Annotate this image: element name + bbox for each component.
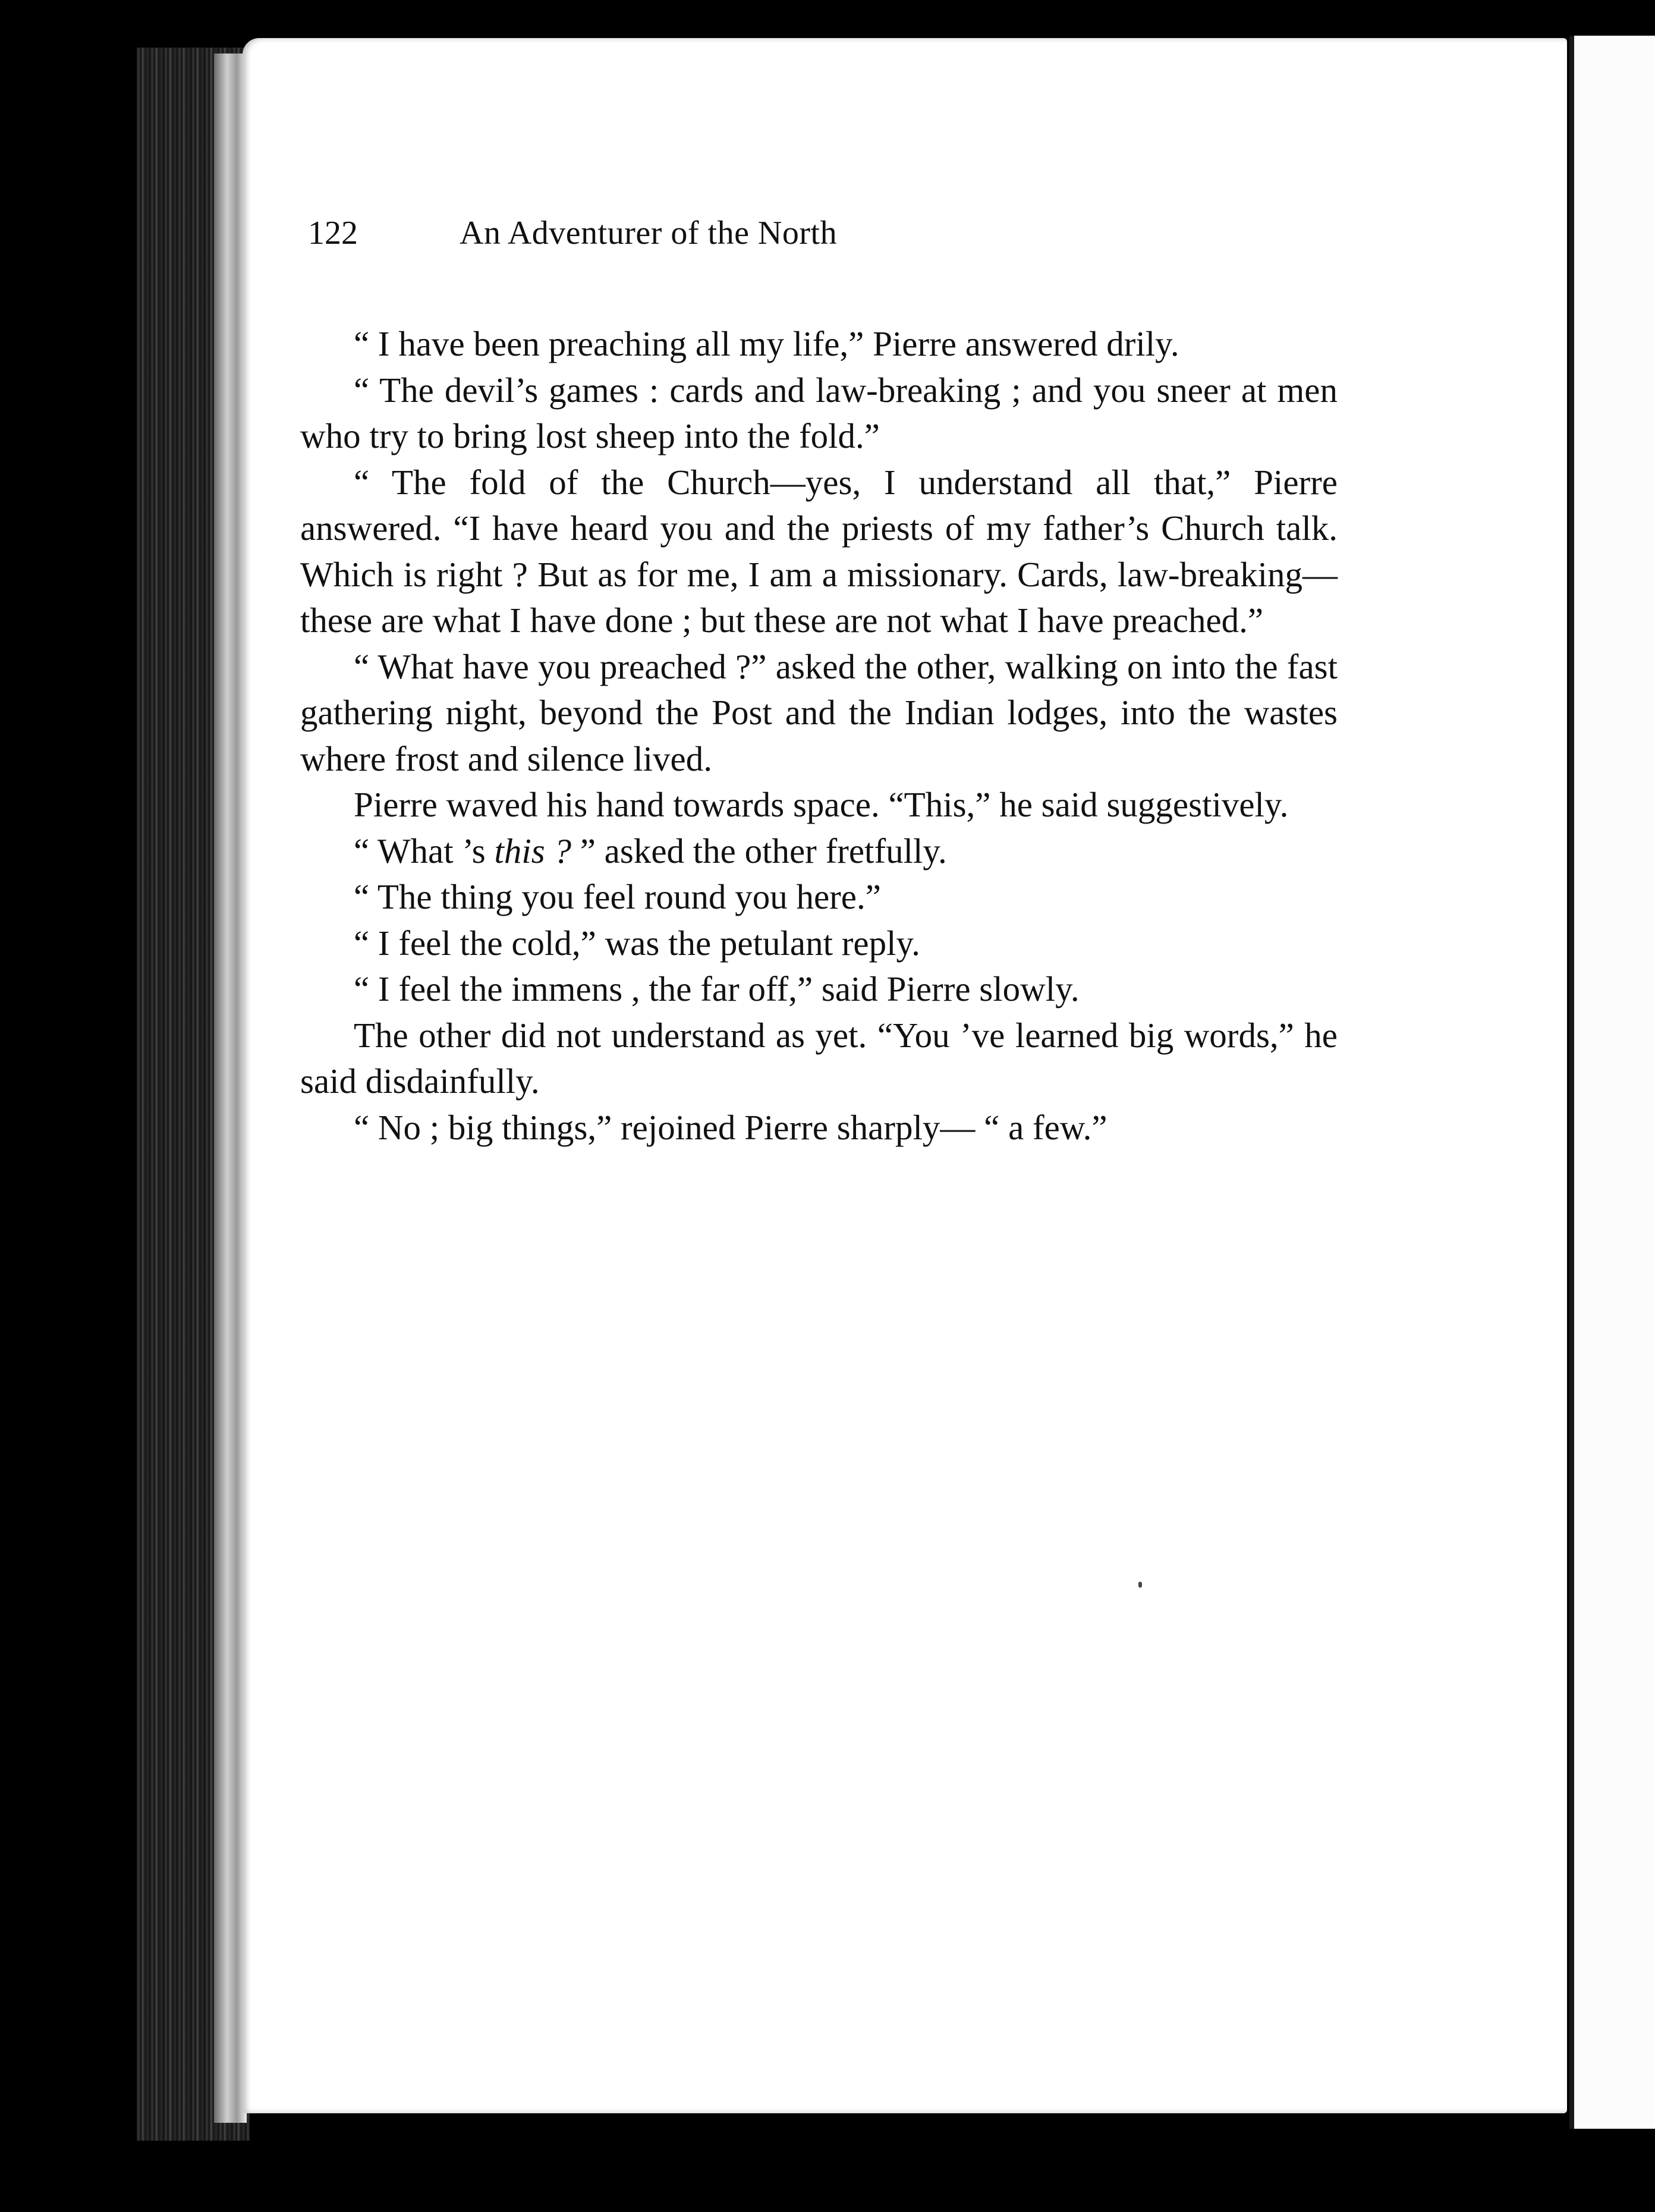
paragraph: “ What have you preached ?” asked the other, walking on into the fast gathering night, beyond the Post and the Indian lodges, into the wastes where frost and silence lived. [300, 646, 1338, 778]
paragraph-text: “ What ’s [354, 831, 495, 871]
paragraph: The other did not understand as yet. “You ’ve learned big words,” he said disdainfully. [300, 1015, 1338, 1101]
running-title: An Adventurer of the North [460, 215, 838, 252]
paragraph-text: ” asked the other fretfully. [571, 831, 947, 871]
italic-text: this ? [494, 831, 571, 871]
paragraph [300, 828, 1338, 875]
paragraph: “ No ; big things,” rejoined Pierre sharply— “ a few.” [354, 1107, 1107, 1147]
paragraph: “ The fold of the Church—yes, I understand all that,” Pierre answered. “I have heard you and the priests of my father’s Church talk. Which is right ? But as for me, I am a missionary. Cards, law-breaking—these are what I have done ; but these are not what I have preached.” [300, 462, 1338, 640]
paragraph: “ I feel the immens , the far off,” said Pierre slowly. [354, 969, 1080, 1008]
paragraph: “ The devil’s games : cards and law-breaking ; and you sneer at men who try to bring lost sheep into the fold.” [300, 370, 1338, 455]
paragraph: “ The thing you feel round you here.” [354, 877, 881, 916]
ink-speck [1138, 1582, 1142, 1588]
paragraph: “ I feel the cold,” was the petulant reply. [354, 923, 920, 963]
page-number: 122 [308, 215, 358, 252]
body-text [300, 321, 1338, 1151]
facing-page-edge [1569, 36, 1655, 2129]
paragraph: “ I have been preaching all my life,” Pierre answered drily. [354, 324, 1179, 363]
paragraph: Pierre waved his hand towards space. “This,” he said suggestively. [354, 785, 1289, 824]
running-header [308, 214, 1200, 252]
page-stack-edge [214, 54, 247, 2123]
